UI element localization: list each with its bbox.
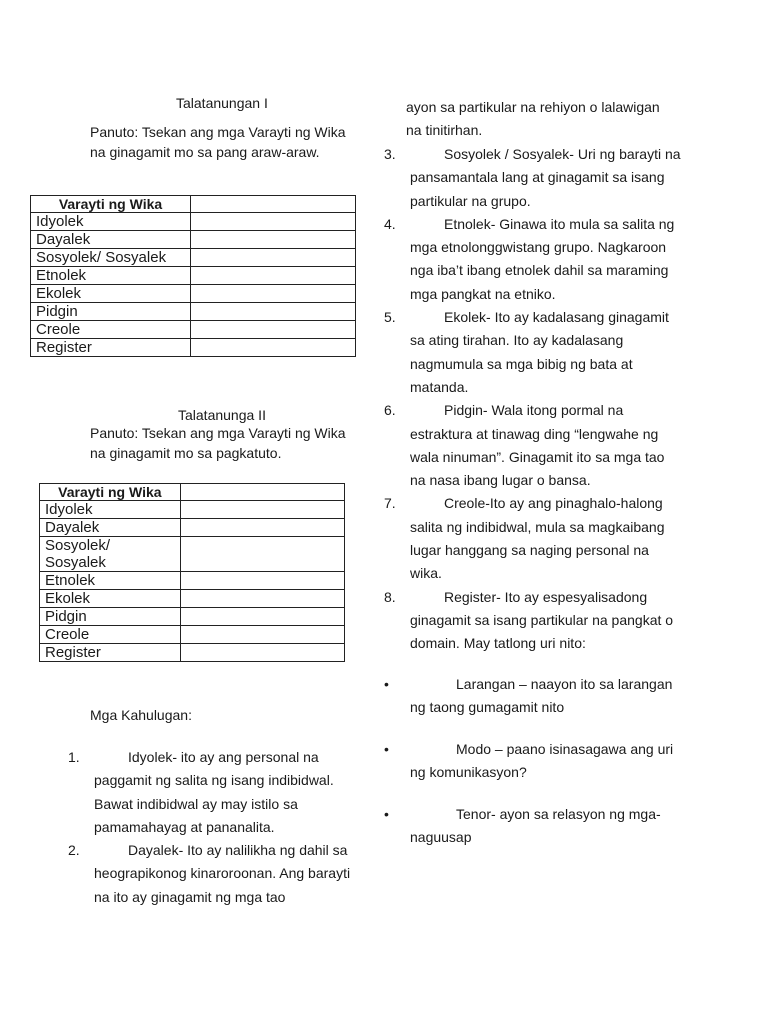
check-cell[interactable] [180, 626, 344, 644]
item-number: 1. [68, 749, 80, 765]
item-text: Dayalek- Ito ay nalilikha ng dahil sa heograpikonog kinaroroonan. Ang barayti na ito ay ginagamit ng mga tao [94, 842, 351, 905]
bullet-icon: • [384, 676, 389, 692]
list-item [384, 803, 682, 849]
check-cell[interactable] [180, 608, 344, 626]
variety-label: Dayalek [40, 519, 181, 537]
list-item [384, 143, 682, 213]
list-item [384, 673, 682, 719]
check-cell[interactable] [180, 590, 344, 608]
definitions-list-right [384, 143, 682, 656]
variety-label: Idyolek [40, 501, 181, 519]
table-row [31, 339, 356, 357]
item-text: Register- Ito ay espesyalisadong ginagamit sa isang partikular na pangkat o domain. May tatlong uri nito: [410, 588, 674, 652]
list-item [68, 839, 352, 909]
list-item [384, 399, 682, 492]
check-cell[interactable] [180, 501, 344, 519]
item-text: Idyolek- ito ay ang personal na paggamit ng salita ng isang indibidwal. Bawat indibidwal ay may istilo sa pamamahayag at pananalita. [94, 749, 334, 835]
quiz1-table [30, 195, 356, 357]
meanings-heading: Mga Kahulugan: [90, 707, 192, 723]
check-cell[interactable] [191, 267, 356, 285]
table-row [40, 608, 345, 626]
check-column-header [180, 484, 344, 501]
table-row [40, 519, 345, 537]
check-cell[interactable] [191, 285, 356, 303]
item-number: 4. [384, 215, 396, 232]
check-cell[interactable] [180, 644, 344, 662]
variety-label: Ekolek [31, 285, 191, 303]
check-cell[interactable] [191, 303, 356, 321]
item-text: Sosyolek / Sosyalek- Uri ng barayti na pansamantala lang at ginagamit sa isang partikular na grupo. [410, 146, 681, 209]
check-cell[interactable] [191, 321, 356, 339]
table-row [31, 285, 356, 303]
quiz2-table-header: Varayti ng Wika [40, 484, 181, 501]
variety-label: Sosyolek/ Sosyalek [40, 537, 181, 572]
table-row [31, 303, 356, 321]
table-header-row [40, 484, 345, 501]
register-types-list [384, 673, 682, 868]
table-row [31, 267, 356, 285]
item-text: Pidgin- Wala itong pormal na estraktura at tinawag ding “lengwahe ng wala ninuman”. Ginagamit ito sa mga tao na nasa ibang lugar o bansa. [410, 402, 665, 489]
check-cell[interactable] [191, 213, 356, 231]
bullet-text: Tenor- ayon sa relasyon ng mga-naguusap [410, 806, 661, 845]
check-column-header [191, 196, 356, 213]
variety-label: Register [40, 644, 181, 662]
variety-label: Etnolek [31, 267, 191, 285]
quiz1-instruction: Panuto: Tsekan ang mga Varayti ng Wika na ginagamit mo sa pang araw-araw. [90, 124, 346, 160]
check-cell[interactable] [191, 249, 356, 267]
bullet-icon: • [384, 806, 389, 822]
quiz2-instruction: Panuto: Tsekan ang mga Varayti ng Wika na ginagamit mo sa pagkatuto. [90, 425, 346, 461]
list-item [384, 492, 682, 585]
definitions-list-left [68, 746, 352, 909]
variety-label: Idyolek [31, 213, 191, 231]
item-number: 2. [68, 842, 80, 859]
item-text: Creole-Ito ay ang pinaghalo-halong salita ng indibidwal, mula sa magkaibang lugar hanggang sa naging personal na wika. [410, 495, 665, 582]
check-cell[interactable] [180, 537, 344, 572]
item-number: 8. [384, 588, 396, 605]
table-row [31, 231, 356, 249]
check-cell[interactable] [180, 572, 344, 590]
definition-continuation: ayon sa partikular na rehiyon o lalawigan na tinitirhan. [406, 99, 660, 139]
variety-label: Creole [40, 626, 181, 644]
check-cell[interactable] [180, 519, 344, 537]
quiz1-table-header: Varayti ng Wika [31, 196, 191, 213]
variety-label: Creole [31, 321, 191, 339]
variety-label: Pidgin [31, 303, 191, 321]
quiz1-title: Talatanungan I [176, 95, 268, 111]
table-row [40, 572, 345, 590]
table-row [40, 501, 345, 519]
list-item [68, 746, 352, 839]
table-row [31, 249, 356, 267]
table-header-row [31, 196, 356, 213]
table-row [31, 321, 356, 339]
variety-label: Sosyolek/ Sosyalek [31, 249, 191, 267]
quiz2-title: Talatanunga II [178, 407, 266, 423]
item-number: 6. [384, 402, 396, 419]
list-item [384, 738, 682, 784]
list-item [384, 306, 682, 399]
variety-label: Pidgin [40, 608, 181, 626]
item-number: 7. [384, 495, 396, 512]
variety-label: Dayalek [31, 231, 191, 249]
table-row [40, 626, 345, 644]
bullet-text: Modo – paano isinasagawa ang uri ng komunikasyon? [410, 741, 674, 780]
table-row [40, 537, 345, 572]
table-row [40, 590, 345, 608]
table-row [40, 644, 345, 662]
check-cell[interactable] [191, 339, 356, 357]
right-column [380, 0, 768, 1024]
quiz2-table [39, 483, 345, 662]
bullet-text: Larangan – naayon ito sa larangan ng taong gumagamit nito [410, 676, 673, 715]
item-text: Ekolek- Ito ay kadalasang ginagamit sa ating tirahan. Ito ay kadalasang nagmumula sa mga bibig ng bata at matanda. [410, 309, 669, 395]
variety-label: Etnolek [40, 572, 181, 590]
list-item [384, 213, 682, 306]
list-item [384, 586, 682, 656]
bullet-icon: • [384, 741, 389, 757]
table-row [31, 213, 356, 231]
item-number: 5. [384, 309, 396, 326]
check-cell[interactable] [191, 231, 356, 249]
variety-label: Ekolek [40, 590, 181, 608]
item-text: Etnolek- Ginawa ito mula sa salita ng mga etnolonggwistang grupo. Nagkaroon nga iba’t ibang etnolek dahil sa maraming mga pangkat na etniko. [410, 215, 675, 302]
item-number: 3. [384, 146, 396, 162]
variety-label: Register [31, 339, 191, 357]
